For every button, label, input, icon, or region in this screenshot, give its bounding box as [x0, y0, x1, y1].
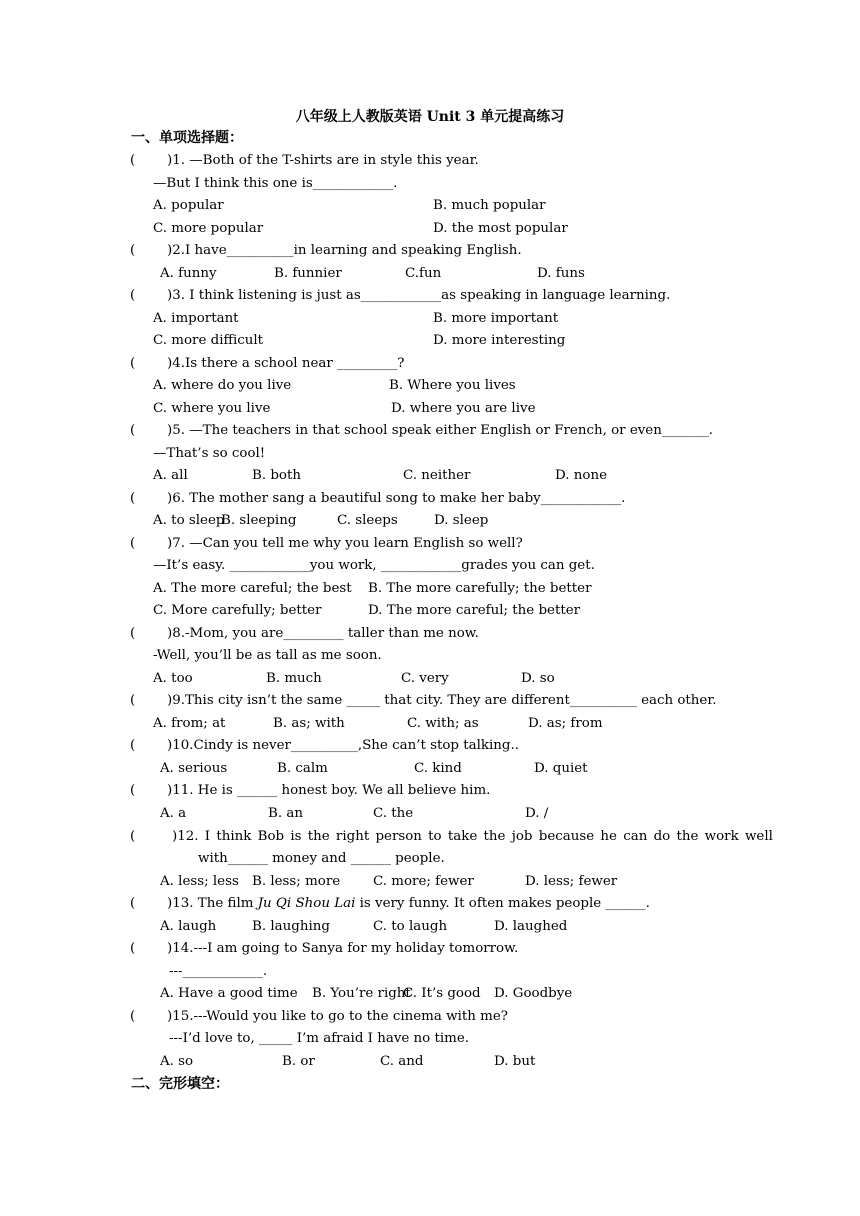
question-10-option-b: B. calm	[277, 761, 328, 776]
question-9-option-d: D. as; from	[528, 716, 603, 731]
question-6-option-b: B. sleeping	[221, 513, 297, 528]
question-6-option-a: A. to sleep	[153, 513, 225, 528]
question-3-option-c: C. more difficult	[153, 333, 264, 348]
answer-paren: (	[130, 243, 136, 258]
question-14-option-b: B. You’re right	[312, 986, 411, 1001]
question-7-stem: )7. —Can you tell me why you learn English so well?	[167, 536, 523, 551]
question-10-stem: )10.Cindy is never__________,She can’t stop talking..	[167, 738, 520, 753]
question-5-option-d: D. none	[555, 468, 608, 483]
question-14-stem: )14.---I am going to Sanya for my holiday tomorrow.	[167, 941, 519, 956]
question-9-option-c: C. with; as	[407, 716, 479, 731]
question-5-option-c: C. neither	[403, 468, 471, 483]
answer-paren: (	[130, 423, 136, 438]
question-8-option-c: C. very	[401, 671, 449, 686]
question-13-film-title: Ju Qi Shou Lai	[257, 896, 356, 911]
question-2-option-c: C.fun	[405, 266, 442, 281]
question-7-option-b: B. The more carefully; the better	[368, 581, 592, 596]
answer-paren: (	[130, 491, 136, 506]
question-2-stem: )2.I have__________in learning and speaking English.	[167, 243, 522, 258]
question-10-option-d: D. quiet	[534, 761, 588, 776]
question-12-option-b: B. less; more	[252, 874, 341, 889]
question-9-option-b: B. as; with	[273, 716, 345, 731]
question-11-option-d: D. /	[525, 806, 549, 821]
question-2-option-d: D. funs	[537, 266, 585, 281]
question-12-option-a: A. less; less	[160, 874, 239, 889]
question-9-stem: )9.This city isn’t the same _____ that city. They are different__________ each other.	[167, 693, 717, 708]
question-3-option-a: A. important	[153, 311, 239, 326]
question-8-stem: )8.-Mom, you are_________ taller than me now.	[167, 626, 479, 641]
answer-paren: (	[130, 1009, 136, 1024]
question-1-option-b: B. much popular	[433, 198, 546, 213]
question-11-option-a: A. a	[160, 806, 187, 821]
question-4-option-d: D. where you are live	[391, 401, 536, 416]
question-7-option-d: D. The more careful; the better	[368, 603, 581, 618]
question-15-option-c: C. and	[380, 1054, 424, 1069]
answer-paren: (	[130, 153, 136, 168]
question-15-stem: )15.---Would you like to go to the cinema with me?	[167, 1009, 508, 1024]
question-13-option-d: D. laughed	[494, 919, 568, 934]
question-12-stem: )12. I think Bob is the right person to take the job because he can do the work well	[172, 829, 773, 844]
question-14-line2: ---____________.	[169, 964, 268, 979]
question-14-option-a: A. Have a good time	[160, 986, 298, 1001]
question-1-line2: —But I think this one is____________.	[153, 176, 398, 191]
question-13-option-c: C. to laugh	[373, 919, 448, 934]
answer-paren: (	[130, 693, 136, 708]
answer-paren: (	[130, 738, 136, 753]
question-12-option-d: D. less; fewer	[525, 874, 618, 889]
question-5-option-a: A. all	[153, 468, 188, 483]
question-5-option-b: B. both	[252, 468, 301, 483]
section-heading-cloze: 二、完形填空：	[131, 1076, 229, 1092]
question-6-stem: )6. The mother sang a beautiful song to make her baby____________.	[167, 491, 626, 506]
question-15-option-b: B. or	[282, 1054, 315, 1069]
question-10-option-c: C. kind	[414, 761, 462, 776]
question-4-option-b: B. Where you lives	[389, 378, 516, 393]
question-7-line2: —It’s easy. ____________you work, ____________grades you can get.	[153, 558, 595, 573]
question-8-line2: -Well, you’ll be as tall as me soon.	[153, 648, 382, 663]
question-3-stem: )3. I think listening is just as____________as speaking in language learning.	[167, 288, 671, 303]
question-5-line2: —That’s so cool!	[153, 446, 266, 461]
question-2-option-b: B. funnier	[274, 266, 342, 281]
question-15-option-a: A. so	[160, 1054, 194, 1069]
question-1-option-a: A. popular	[153, 198, 224, 213]
question-15-line2: ---I’d love to, _____ I’m afraid I have no time.	[169, 1031, 470, 1046]
answer-paren: (	[130, 829, 136, 844]
question-13-option-a: A. laugh	[160, 919, 217, 934]
question-1-option-d: D. the most popular	[433, 221, 568, 236]
question-9-option-a: A. from; at	[153, 716, 226, 731]
question-6-option-d: D. sleep	[434, 513, 489, 528]
question-2-option-a: A. funny	[160, 266, 217, 281]
question-11-option-c: C. the	[373, 806, 414, 821]
question-13-stem-pre: )13. The film	[167, 896, 258, 911]
question-13-option-b: B. laughing	[252, 919, 330, 934]
question-3-option-b: B. more important	[433, 311, 559, 326]
question-14-option-d: D. Goodbye	[494, 986, 573, 1001]
answer-paren: (	[130, 896, 136, 911]
question-6-option-c: C. sleeps	[337, 513, 398, 528]
answer-paren: (	[130, 941, 136, 956]
question-5-stem: )5. —The teachers in that school speak either English or French, or even_______.	[167, 423, 713, 438]
question-7-option-c: C. More carefully; better	[153, 603, 322, 618]
question-14-option-c: C. It’s good	[403, 986, 481, 1001]
question-1-stem: )1. —Both of the T-shirts are in style this year.	[167, 153, 479, 168]
question-4-option-a: A. where do you live	[153, 378, 292, 393]
question-10-option-a: A. serious	[160, 761, 228, 776]
answer-paren: (	[130, 536, 136, 551]
question-15-option-d: D. but	[494, 1054, 536, 1069]
question-4-stem: )4.Is there a school near _________?	[167, 356, 405, 371]
question-12-line2: with______ money and ______ people.	[198, 851, 445, 866]
question-8-option-d: D. so	[521, 671, 555, 686]
question-12-option-c: C. more; fewer	[373, 874, 474, 889]
answer-paren: (	[130, 783, 136, 798]
question-8-option-a: A. too	[153, 671, 193, 686]
question-13-stem	[167, 895, 650, 913]
question-3-option-d: D. more interesting	[433, 333, 566, 348]
question-1-option-c: C. more popular	[153, 221, 264, 236]
question-11-option-b: B. an	[268, 806, 303, 821]
document-title: 八年级上人教版英语 Unit 3 单元提高练习	[295, 109, 565, 125]
question-8-option-b: B. much	[266, 671, 322, 686]
answer-paren: (	[130, 288, 136, 303]
question-7-option-a: A. The more careful; the best	[153, 581, 352, 596]
question-11-stem: )11. He is ______ honest boy. We all believe him.	[167, 783, 491, 798]
question-4-option-c: C. where you live	[153, 401, 271, 416]
answer-paren: (	[130, 356, 136, 371]
section-heading-single-choice: 一、单项选择题：	[131, 130, 243, 146]
answer-paren: (	[130, 626, 136, 641]
question-13-stem-post: is very funny. It often makes people ______.	[355, 896, 650, 911]
